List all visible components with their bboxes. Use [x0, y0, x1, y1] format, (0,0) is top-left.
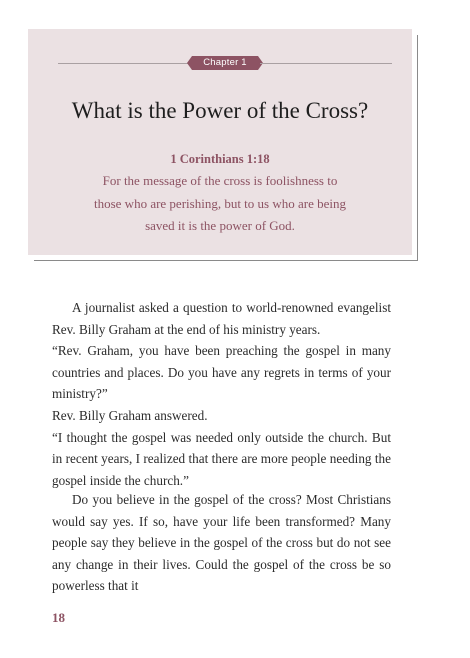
paragraph: “I thought the gospel was needed only outside the church. But in recent years, I realized that there are more people needing the gospel inside the church.”: [52, 429, 391, 488]
body-section-2: [52, 489, 391, 597]
verse-reference: 1 Corinthians 1:18: [170, 152, 270, 166]
right-rule: [260, 63, 392, 64]
left-rule: [58, 63, 190, 64]
verse-text: For the message of the cross is foolishness to those who are perishing, but to us who are being saved it is the power of God.: [93, 173, 346, 233]
paragraph: A journalist asked a question to world-renowned evangelist Rev. Billy Graham at the end of his ministry years.: [52, 300, 391, 337]
chapter-tag-row: [58, 56, 392, 70]
paragraph: Do you believe in the gospel of the cross? Most Christians would say yes. If so, have your life been transformed? Many people say they believe in the gospel of the cross but do not see any change in their lives. Could the gospel of the cross be so powerless that it: [52, 492, 391, 594]
chapter-title: What is the Power of the Cross?: [71, 98, 369, 123]
body-section-1: [52, 297, 391, 491]
paragraph: “Rev. Graham, you have been preaching the gospel in many countries and places. Do you have any regrets in terms of your ministry?”: [52, 343, 391, 402]
chapter-tag: Chapter 1: [192, 56, 258, 70]
page-number: 18: [52, 610, 65, 625]
paragraph: Rev. Billy Graham answered.: [52, 407, 208, 423]
